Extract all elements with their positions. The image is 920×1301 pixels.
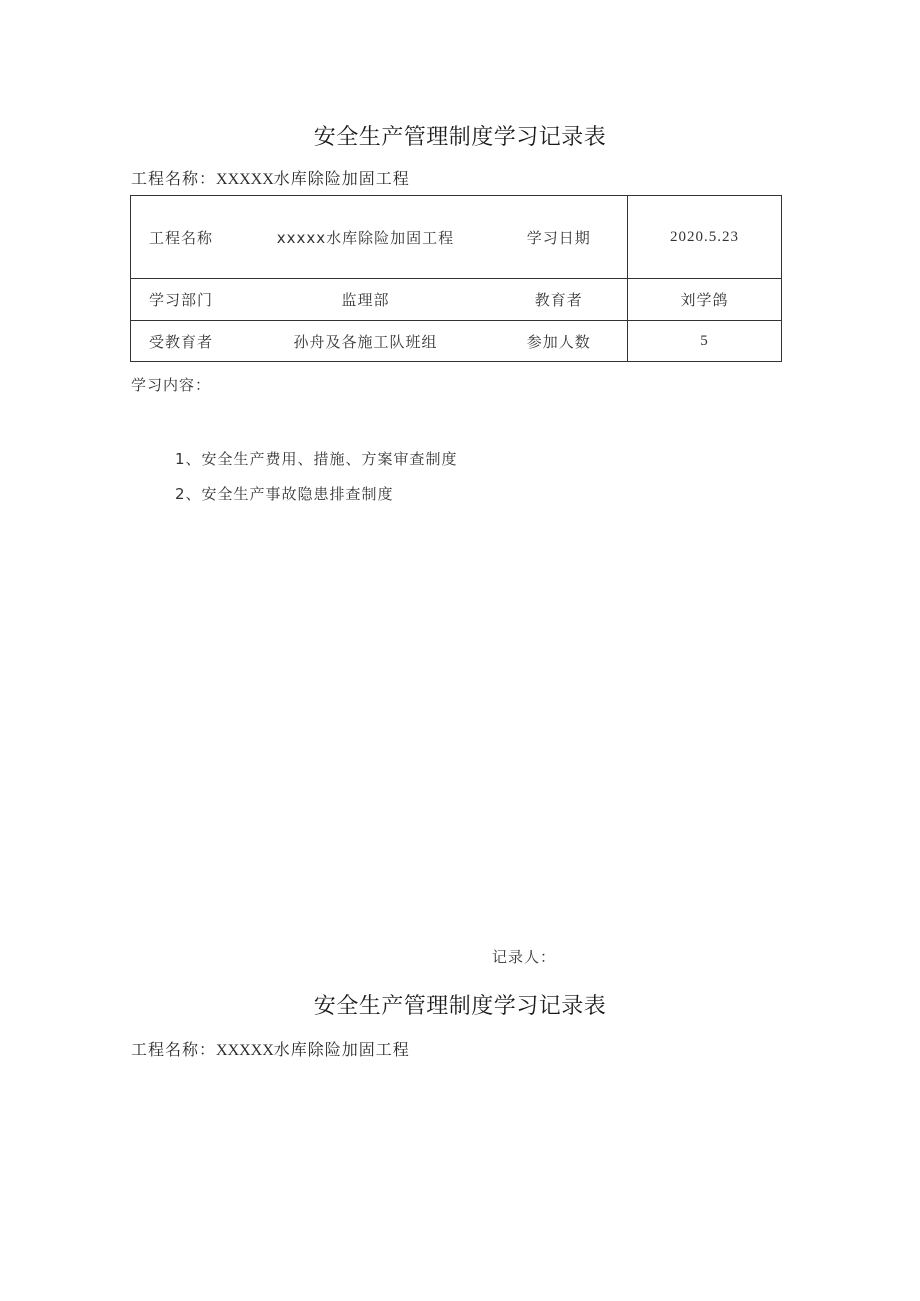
study-content-label: 学习内容： bbox=[131, 376, 212, 394]
trainees-cell: 孙舟及各施工队班组 bbox=[241, 321, 491, 362]
study-date-cell: 2020.5.23 bbox=[628, 196, 782, 279]
department-header: 学习部门 bbox=[131, 279, 241, 321]
project-name-line bbox=[131, 166, 410, 189]
trainees-header: 受教育者 bbox=[131, 321, 241, 362]
page-title: 安全生产管理制度学习记录表 bbox=[313, 994, 607, 1019]
educator-header: 教育者 bbox=[491, 279, 628, 321]
project-name-code: XXXXX bbox=[216, 1042, 274, 1059]
study-record-table bbox=[130, 195, 782, 362]
participant-count-cell: 5 bbox=[628, 321, 782, 362]
study-date-header: 学习日期 bbox=[491, 196, 628, 279]
department-cell: 监理部 bbox=[241, 279, 491, 321]
list-item: 2、安全生产事故隐患排查制度 bbox=[175, 485, 394, 503]
project-name-header: 工程名称 bbox=[131, 196, 241, 279]
project-name-suffix: 水库除险加固工程 bbox=[273, 169, 410, 188]
project-name-suffix: 水库除险加固工程 bbox=[273, 1040, 410, 1059]
project-name-label: 工程名称： bbox=[131, 1040, 217, 1059]
participant-count-header: 参加人数 bbox=[491, 321, 628, 362]
educator-cell: 刘学鸽 bbox=[628, 279, 782, 321]
page-title: 安全生产管理制度学习记录表 bbox=[313, 125, 607, 150]
recorder-label: 记录人： bbox=[492, 948, 557, 966]
table-row bbox=[131, 279, 782, 321]
project-name-line bbox=[131, 1037, 410, 1060]
table-row bbox=[131, 196, 782, 279]
project-name-code: XXXXX bbox=[216, 171, 274, 188]
project-name-cell: xxxxx水库除险加固工程 bbox=[241, 196, 491, 279]
table-row bbox=[131, 321, 782, 362]
list-item: 1、安全生产费用、措施、方案审查制度 bbox=[175, 450, 458, 468]
project-name-label: 工程名称： bbox=[131, 169, 217, 188]
